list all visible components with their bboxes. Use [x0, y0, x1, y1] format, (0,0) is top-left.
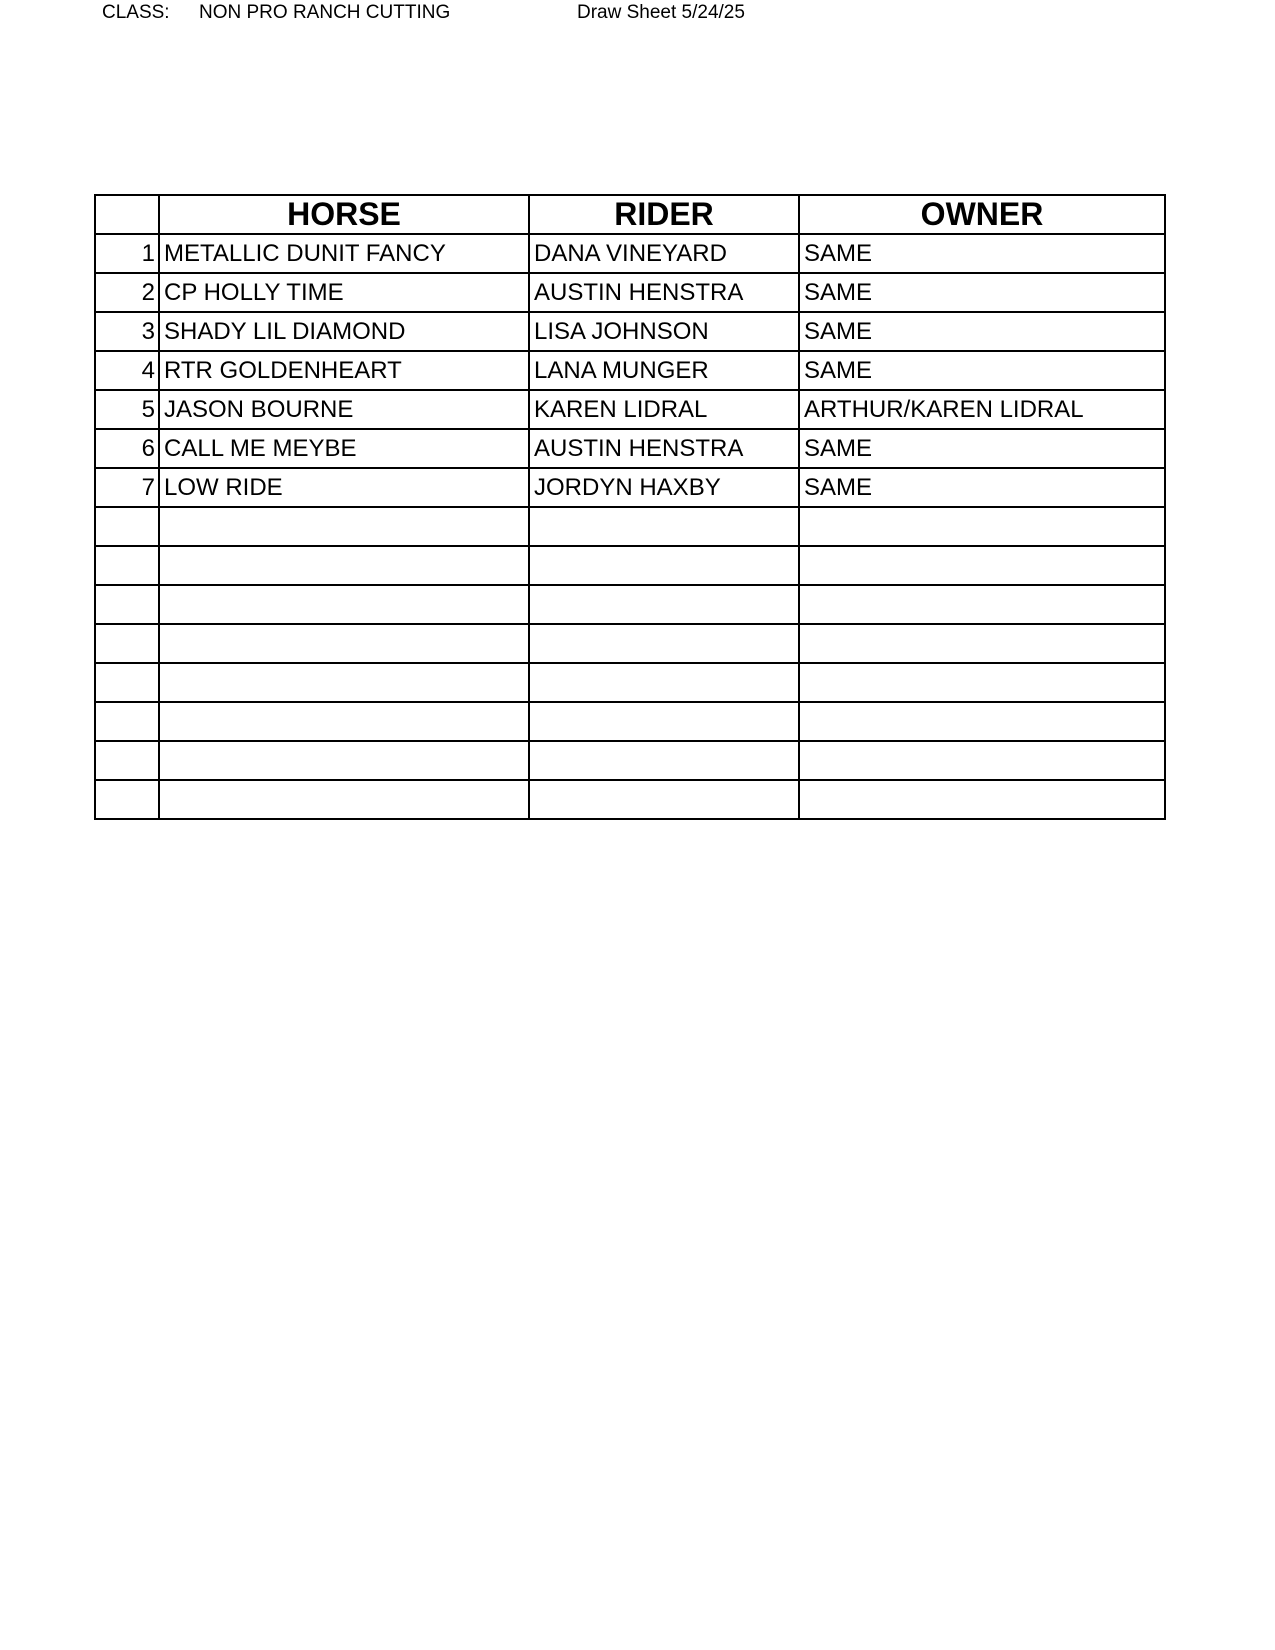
- draw-number-cell: 6: [95, 429, 159, 468]
- draw-number-cell: 2: [95, 273, 159, 312]
- rider-name-cell: AUSTIN HENSTRA: [529, 429, 799, 468]
- table-row: [95, 390, 1165, 429]
- rider-name-cell: [529, 741, 799, 780]
- column-header-rider: RIDER: [529, 195, 799, 234]
- owner-name-cell: [799, 585, 1165, 624]
- draw-number-cell: 1: [95, 234, 159, 273]
- table-row: [95, 507, 1165, 546]
- owner-name-cell: [799, 624, 1165, 663]
- table-header-row: [95, 195, 1165, 234]
- rider-name-cell: LANA MUNGER: [529, 351, 799, 390]
- owner-name-cell: [799, 780, 1165, 819]
- rider-name-cell: [529, 702, 799, 741]
- table-row: [95, 585, 1165, 624]
- horse-name-cell: [159, 546, 529, 585]
- draw-number-cell: [95, 585, 159, 624]
- owner-name-cell: SAME: [799, 234, 1165, 273]
- owner-name-cell: SAME: [799, 273, 1165, 312]
- owner-name-cell: ARTHUR/KAREN LIDRAL: [799, 390, 1165, 429]
- sheet-header: [0, 2, 1275, 28]
- rider-name-cell: AUSTIN HENSTRA: [529, 273, 799, 312]
- class-label: CLASS:: [102, 2, 170, 23]
- horse-name-cell: [159, 780, 529, 819]
- draw-sheet-date: Draw Sheet 5/24/25: [577, 2, 745, 23]
- draw-number-cell: [95, 780, 159, 819]
- table-row: [95, 741, 1165, 780]
- horse-name-cell: JASON BOURNE: [159, 390, 529, 429]
- horse-name-cell: SHADY LIL DIAMOND: [159, 312, 529, 351]
- draw-number-cell: [95, 702, 159, 741]
- rider-name-cell: KAREN LIDRAL: [529, 390, 799, 429]
- draw-table: [94, 194, 1166, 820]
- class-name: NON PRO RANCH CUTTING: [199, 2, 451, 23]
- draw-number-cell: [95, 624, 159, 663]
- owner-name-cell: SAME: [799, 312, 1165, 351]
- table-row: [95, 546, 1165, 585]
- horse-name-cell: [159, 702, 529, 741]
- horse-name-cell: [159, 663, 529, 702]
- rider-name-cell: [529, 585, 799, 624]
- rider-name-cell: [529, 780, 799, 819]
- rider-name-cell: [529, 663, 799, 702]
- table-row: [95, 780, 1165, 819]
- table-row: [95, 702, 1165, 741]
- column-header-owner: OWNER: [799, 195, 1165, 234]
- horse-name-cell: METALLIC DUNIT FANCY: [159, 234, 529, 273]
- table-row: [95, 429, 1165, 468]
- draw-number-cell: [95, 507, 159, 546]
- table-row: [95, 273, 1165, 312]
- horse-name-cell: [159, 585, 529, 624]
- draw-number-cell: 4: [95, 351, 159, 390]
- owner-name-cell: SAME: [799, 468, 1165, 507]
- horse-name-cell: [159, 741, 529, 780]
- rider-name-cell: JORDYN HAXBY: [529, 468, 799, 507]
- column-header-horse: HORSE: [159, 195, 529, 234]
- horse-name-cell: [159, 624, 529, 663]
- horse-name-cell: [159, 507, 529, 546]
- table-row: [95, 663, 1165, 702]
- column-header-number: [95, 195, 159, 234]
- owner-name-cell: [799, 546, 1165, 585]
- owner-name-cell: [799, 663, 1165, 702]
- horse-name-cell: CALL ME MEYBE: [159, 429, 529, 468]
- horse-name-cell: CP HOLLY TIME: [159, 273, 529, 312]
- draw-number-cell: [95, 663, 159, 702]
- table-row: [95, 468, 1165, 507]
- owner-name-cell: SAME: [799, 351, 1165, 390]
- table-body: [95, 234, 1165, 819]
- table-row: [95, 234, 1165, 273]
- rider-name-cell: [529, 507, 799, 546]
- draw-number-cell: [95, 546, 159, 585]
- horse-name-cell: RTR GOLDENHEART: [159, 351, 529, 390]
- draw-number-cell: 5: [95, 390, 159, 429]
- draw-number-cell: [95, 741, 159, 780]
- owner-name-cell: [799, 702, 1165, 741]
- table-row: [95, 624, 1165, 663]
- draw-number-cell: 3: [95, 312, 159, 351]
- rider-name-cell: DANA VINEYARD: [529, 234, 799, 273]
- draw-number-cell: 7: [95, 468, 159, 507]
- table-row: [95, 351, 1165, 390]
- horse-name-cell: LOW RIDE: [159, 468, 529, 507]
- owner-name-cell: [799, 507, 1165, 546]
- rider-name-cell: LISA JOHNSON: [529, 312, 799, 351]
- rider-name-cell: [529, 546, 799, 585]
- owner-name-cell: [799, 741, 1165, 780]
- owner-name-cell: SAME: [799, 429, 1165, 468]
- rider-name-cell: [529, 624, 799, 663]
- table-row: [95, 312, 1165, 351]
